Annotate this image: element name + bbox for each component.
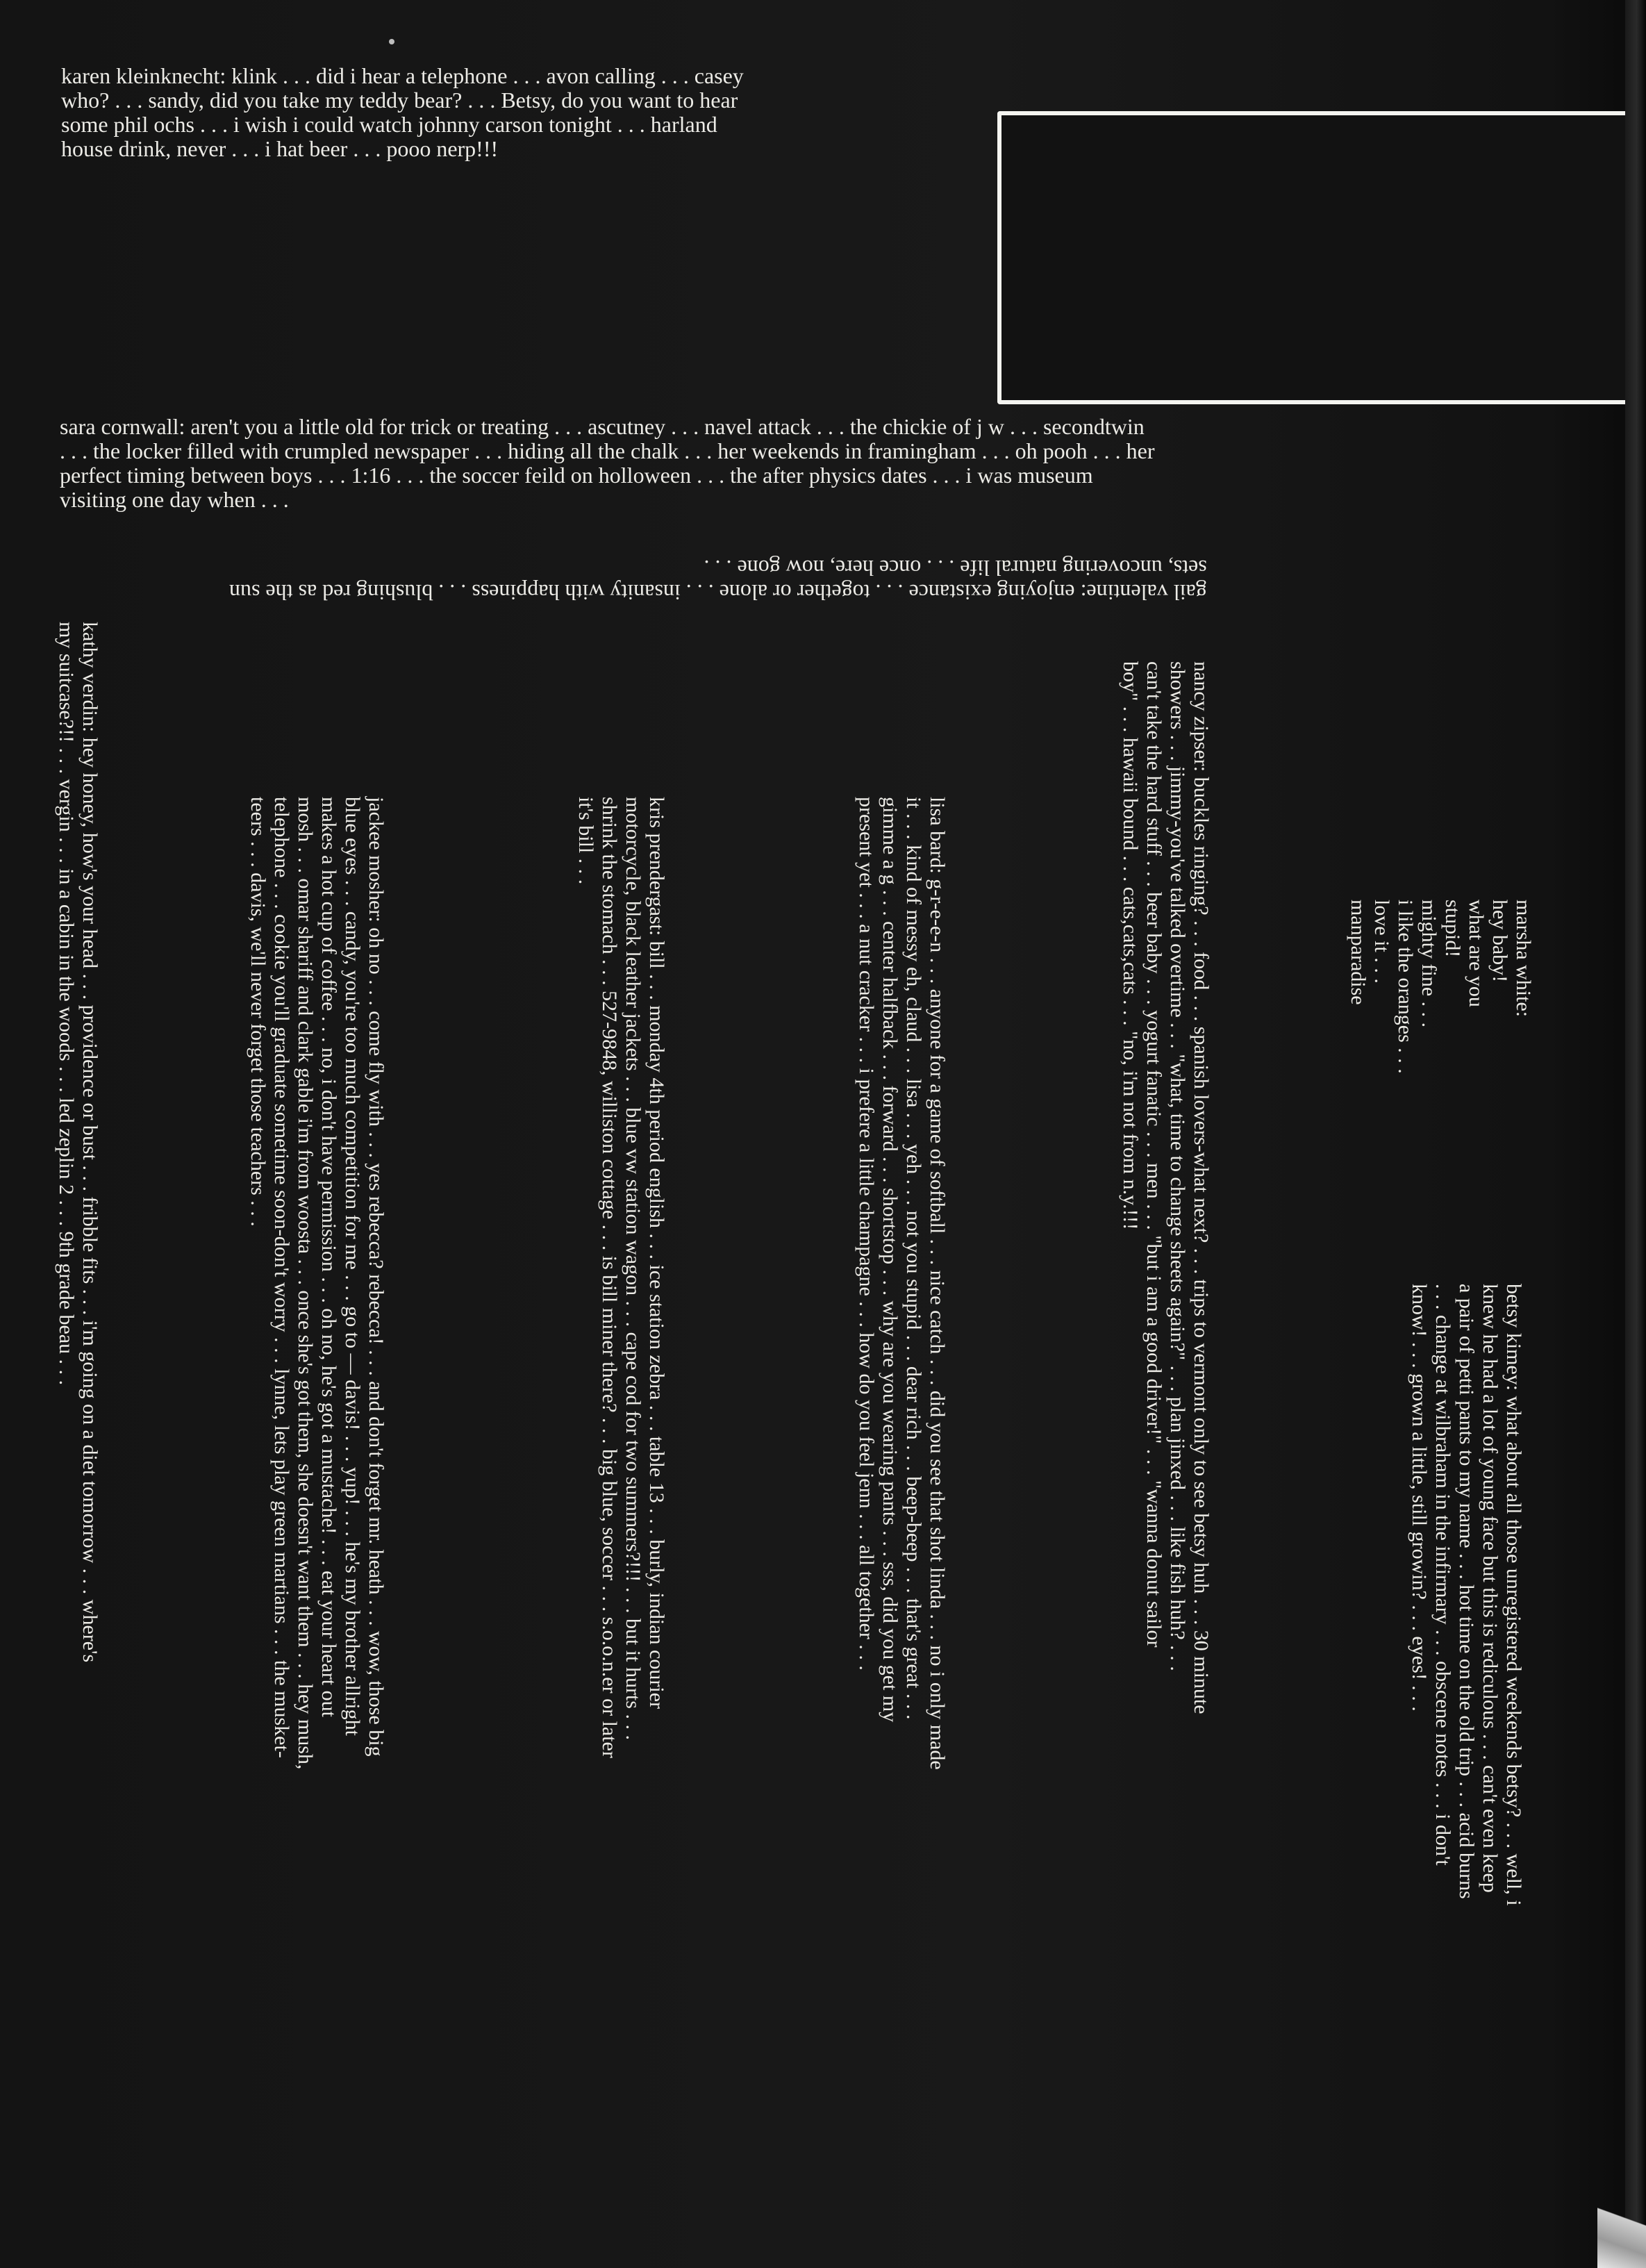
text-line: boy" . . . hawaii bound . . . cats,cats,cats . . . "no, i'm not from n.y.!!! <box>1119 661 1142 1230</box>
text-line: sara cornwall: aren't you a little old for trick or treating . . . ascutney . . . navel attack . . . the chickie of j w . . . secondtwin <box>60 414 1145 439</box>
text-line: stupid! <box>1441 900 1464 958</box>
text-line: lisa bard: g-r-e-e-n . . . anyone for a game of softball . . . nice catch . . . did you see that shot linda . . . no i only made <box>926 797 949 1770</box>
text-line: sets, uncovering natural life . . . once here, now gone . . . <box>704 556 1207 581</box>
text-line: makes a hot cup of coffee . . . no, i don't have permission . . . oh no, he's got a mustache! . . . eat your heart out <box>317 797 340 1717</box>
page-binding-edge <box>1625 0 1646 2268</box>
text-line: who? . . . sandy, did you take my teddy bear? . . . Betsy, do you want to hear <box>61 88 738 113</box>
text-line: some phil ochs . . . i wish i could watch johnny carson tonight . . . harland <box>61 112 717 137</box>
text-line: my suitcase?!! . . . vergin . . . in a cabin in the woods . . . led zeplin 2 . . . 9th grade beau . . . <box>55 622 78 1386</box>
lisa-bard-block <box>854 797 949 1770</box>
nancy-zipser-block <box>1118 661 1213 1714</box>
text-line: gail valentine: enjoying existance . . . together or alone . . . insanity with happiness . . . blushing red as the sun <box>229 580 1207 605</box>
text-line: knew he had a lot of young face but this is rediculous . . . can't even keep <box>1479 1284 1502 1893</box>
text-line: marsha white: <box>1512 900 1535 1018</box>
text-line: manparadise <box>1347 900 1370 1005</box>
text-line: kathy verdin: hey honey, how's your head . . . providence or bust . . . fribble fits . . . i'm going on a diet tomorrow . . . where's <box>78 622 101 1663</box>
text-line: . . . the locker filled with crumpled newspaper . . . hiding all the chalk . . . her weekends in framingham . . . oh pooh . . . her <box>60 438 1155 463</box>
kathy-verdin-block <box>54 622 101 1662</box>
text-line: betsy kimey: what about all those unregistered weekends betsy? . . . well, i <box>1502 1284 1525 1906</box>
gail-valentine-block <box>229 556 1207 604</box>
text-line: hey baby! <box>1488 900 1511 983</box>
text-line: nancy zipser: buckles ringing? . . . food . . . spanish lovers-what next? . . . trips to vermont only to see betsy huh . . . 30 minute <box>1190 661 1213 1714</box>
kris-prendergast-block <box>574 797 668 1758</box>
photo-frame <box>997 111 1646 404</box>
sara-cornwall-block <box>60 415 1154 512</box>
text-line: showers . . . jimmy-you've talked overtime . . . "what, time to change sheets again?" . . . plan jinxed . . . like fish huh? . . . <box>1166 661 1189 1671</box>
text-line: shrink the stomach . . . 527-9848, williston cottage . . . is bill miner there? . . . big blue, soccer . . . s.o.o.n.er or later <box>598 797 621 1758</box>
text-line: love it . . . <box>1370 900 1393 984</box>
text-line: motorcycle, black leather jackets . . . blue vw station wagon . . . cape cod for two summers?!!! . . . but it hurts . . . <box>622 797 645 1740</box>
text-line: karen kleinknecht: klink . . . did i hear a telephone . . . avon calling . . . casey <box>61 63 744 88</box>
text-line: know! . . . grown a little, still growin? . . . eyes! . . . <box>1408 1284 1431 1712</box>
text-line: jackee mosher: oh no . . . come fly with . . . yes rebecca? rebecca! . . . and don't forget mr. heath . . . wow, those big <box>365 797 388 1757</box>
text-line: it's bill . . . <box>574 797 597 885</box>
text-line: a pair of petti pants to my name . . . hot time on the old trip . . . acid burns <box>1455 1284 1478 1899</box>
text-line: perfect timing between boys . . . 1:16 . . . the soccer feild on holloween . . . the after physics dates . . . i was museum <box>60 463 1093 488</box>
text-line: mosh . . . omar shariff and clark gable i'm from woosta . . . once she's got them, she doesn't want them . . . hey mush, <box>294 797 317 1770</box>
text-line: gimme a g . . . center halfback . . . forward . . . shortstop . . . why are you wearing pants . . . sss, did you get my <box>879 797 901 1723</box>
betsy-kimey-block <box>1407 1284 1525 1906</box>
page-corner-curl <box>1597 2185 1646 2268</box>
jackee-mosher-block <box>246 797 388 1769</box>
text-line: present yet . . . a nut cracker . . . i prefere a little champagne . . . how do you feel jenn . . . all together . . . <box>855 797 878 1671</box>
text-line: can't take the hard stuff . . . beer baby . . . yogurt fanatic . . . men . . . "but i am a good driver!" . . . "wanna donut sailor <box>1142 661 1165 1648</box>
text-line: what are you <box>1465 900 1488 1007</box>
text-line: kris prendergast: bill . . . monday 4th period english . . . ice station zebra . . . table 13 . . . burly, indian courier <box>645 797 668 1710</box>
text-line: . . . change at wilbraham in the infirmary . . . obscene notes . . . i don't <box>1431 1284 1454 1866</box>
text-line: blue eyes . . . candy, you're too much competition for me . . . go to — davis! . . . yup! . . . he's my brother allright <box>341 797 364 1736</box>
text-line: mighty fine . . . <box>1418 900 1440 1028</box>
text-line: it . . . kind of messy eh, claud . . . lisa . . . yeh . . . not you stupid . . . dear rich . . . beep-beep . . . that's great . . . <box>902 797 925 1720</box>
karen-kleinknecht-block <box>61 64 744 161</box>
text-line: telephone . . . cookie you'll graduate sometime soon-don't worry . . . lynne, lets play green martians . . . the musket- <box>270 797 293 1758</box>
dust-speck <box>389 39 394 44</box>
text-line: visiting one day when . . . <box>60 487 289 512</box>
text-line: teers . . . davis, we'll never forget those teachers . . . <box>247 797 269 1227</box>
text-line: i like the oranges . . . <box>1394 900 1417 1074</box>
text-line: house drink, never . . . i hat beer . . . pooo nerp!!! <box>61 136 499 161</box>
marsha-white-block <box>1346 900 1535 1074</box>
